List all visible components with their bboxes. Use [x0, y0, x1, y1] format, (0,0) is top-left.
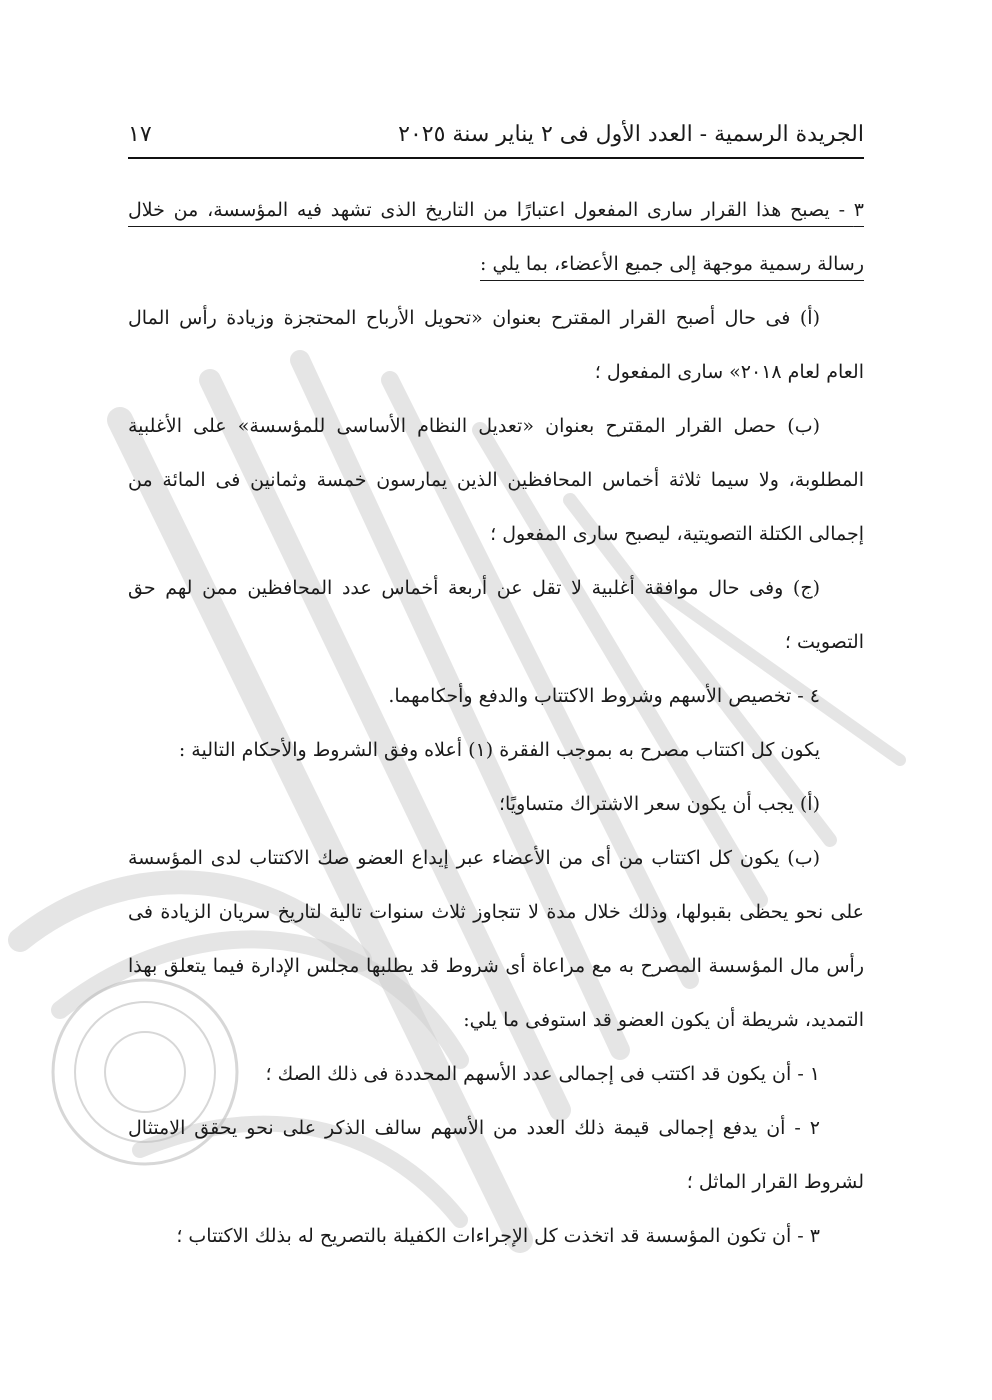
paragraph-11: ٣ - أن تكون المؤسسة قد اتخذت كل الإجراءات الكفيلة بالتصريح له بذلك الاكتتاب ؛: [176, 1225, 820, 1247]
header-divider: [128, 157, 864, 159]
paragraph-3: (ب) حصل القرار المقترح بعنوان «تعديل النظام الأساسى للمؤسسة» على الأغلبية المطلوبة، ولا سيما ثلاثة أخماس المحافظين الذين يمارسون خمسة وثمانين فى المائة من إجمالى الكتلة التصويتية، ليصبح سارى المفعول ؛: [128, 415, 864, 545]
paragraph-9: ١ - أن يكون قد اكتتب فى إجمالى عدد الأسهم المحددة فى ذلك الصك ؛: [265, 1063, 820, 1085]
document-body: [128, 183, 864, 1263]
paragraph-7: (أ) يجب أن يكون سعر الاشتراك متساويًا؛: [498, 793, 820, 815]
paragraph-8: (ب) يكون كل اكتتاب من أى من الأعضاء عبر إيداع العضو صك الاكتتاب لدى المؤسسة على نحو يحظى بقبولها، وذلك خلال مدة لا تتجاوز ثلاث سنوات تالية لتاريخ سريان الزيادة فى رأس مال المؤسسة المصرح به مع مراعاة أى شروط قد يطلبها مجلس الإدارة فيما يتعلق بهذا التمديد، شريطة أن يكون العضو قد استوفى ما يلي:: [128, 847, 864, 1031]
paragraph-1: [128, 183, 864, 291]
paragraph-10: ٢ - أن يدفع إجمالى قيمة ذلك العدد من الأسهم سالف الذكر على نحو يحقق الامتثال لشروط القرار الماثل ؛: [128, 1117, 864, 1193]
header-title: الجريدة الرسمية - العدد الأول فى ٢ يناير سنة ٢٠٢٥: [398, 121, 864, 147]
paragraph-5: ٤ - تخصيص الأسهم وشروط الاكتتاب والدفع وأحكامهما.: [388, 685, 820, 707]
paragraph-4: (ج) وفى حال موافقة أغلبية لا تقل عن أربعة أخماس عدد المحافظين ممن لهم حق التصويت ؛: [128, 577, 864, 653]
paragraph-6: يكون كل اكتتاب مصرح به بموجب الفقرة (١) أعلاه وفق الشروط والأحكام التالية :: [178, 739, 820, 761]
paragraph-2: (أ) فى حال أصبح القرار المقترح بعنوان «تحويل الأرباح المحتجزة وزيادة رأس المال العام لعام ٢٠١٨» سارى المفعول ؛: [128, 307, 864, 383]
page-number: ١٧: [128, 121, 152, 147]
page-header: [128, 112, 864, 156]
paragraph-1-text: ٣ - يصبح هذا القرار سارى المفعول اعتبارًا من التاريخ الذى تشهد فيه المؤسسة، من خلال رسالة رسمية موجهة إلى جميع الأعضاء، بما يلي :: [128, 199, 864, 275]
